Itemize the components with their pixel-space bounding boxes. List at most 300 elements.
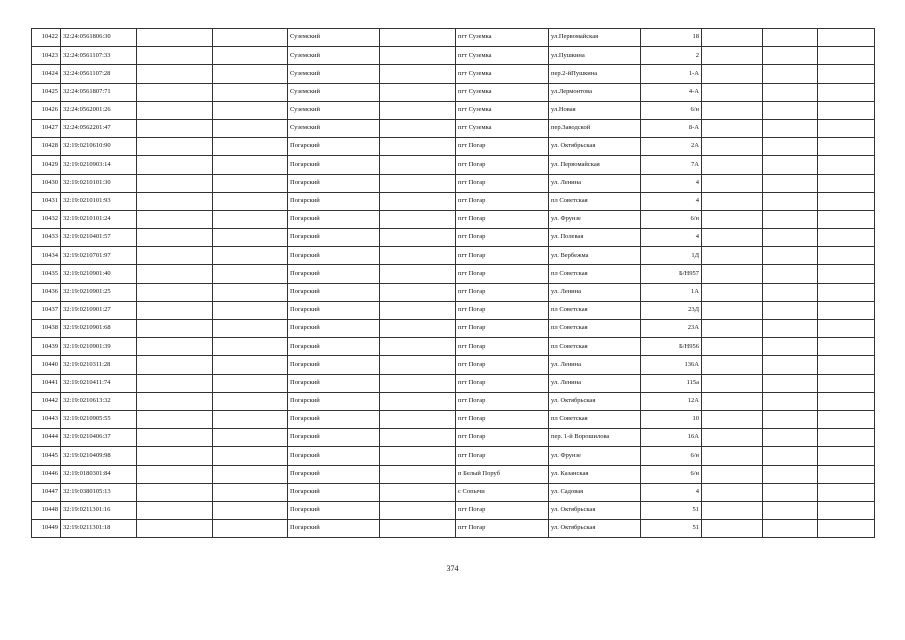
empty-cell (818, 174, 875, 192)
empty-cell (137, 156, 213, 174)
row-number-cell: 10434 (32, 247, 61, 265)
table-row (32, 265, 875, 283)
locality-cell: пгт Суземка (456, 47, 549, 65)
table-row (32, 47, 875, 65)
empty-cell (818, 429, 875, 447)
cadastral-number-cell: 32:19:0180301:84 (61, 465, 137, 483)
empty-cell (818, 29, 875, 47)
empty-cell (213, 320, 288, 338)
empty-cell (380, 210, 456, 228)
cadastral-number-cell: 32:19:0210101:93 (61, 192, 137, 210)
empty-cell (763, 338, 818, 356)
street-cell: ул. Ленина (549, 283, 641, 301)
table-row (32, 247, 875, 265)
cadastral-number-cell: 32:19:0210901:27 (61, 301, 137, 319)
house-number-cell: Б/Н957 (641, 265, 702, 283)
house-number-cell: 6/н (641, 447, 702, 465)
cadastral-number-cell: 32:19:0210101:30 (61, 174, 137, 192)
empty-cell (763, 138, 818, 156)
empty-cell (818, 447, 875, 465)
district-cell: Погарский (288, 210, 380, 228)
empty-cell (763, 174, 818, 192)
empty-cell (702, 119, 763, 137)
empty-cell (702, 374, 763, 392)
empty-cell (213, 410, 288, 428)
street-cell: ул. Октябрьская (549, 501, 641, 519)
empty-cell (702, 138, 763, 156)
empty-cell (137, 138, 213, 156)
table-row (32, 65, 875, 83)
registry-table-body (32, 29, 875, 538)
row-number-cell: 10448 (32, 501, 61, 519)
empty-cell (137, 192, 213, 210)
empty-cell (137, 429, 213, 447)
empty-cell (702, 229, 763, 247)
house-number-cell: 4 (641, 192, 702, 210)
empty-cell (213, 47, 288, 65)
empty-cell (763, 483, 818, 501)
table-row (32, 283, 875, 301)
street-cell: ул.Лермонтова (549, 83, 641, 101)
empty-cell (380, 29, 456, 47)
district-cell: Погарский (288, 392, 380, 410)
empty-cell (818, 192, 875, 210)
empty-cell (763, 520, 818, 538)
empty-cell (763, 29, 818, 47)
empty-cell (137, 47, 213, 65)
house-number-cell: 6/н (641, 210, 702, 228)
cadastral-number-cell: 32:19:0380105:13 (61, 483, 137, 501)
empty-cell (380, 447, 456, 465)
cadastral-number-cell: 32:19:0210613:32 (61, 392, 137, 410)
empty-cell (380, 192, 456, 210)
empty-cell (818, 301, 875, 319)
street-cell: пл Советская (549, 301, 641, 319)
district-cell: Погарский (288, 247, 380, 265)
empty-cell (137, 301, 213, 319)
row-number-cell: 10446 (32, 465, 61, 483)
cadastral-number-cell: 32:24:0561807:71 (61, 83, 137, 101)
house-number-cell: 4-А (641, 83, 702, 101)
street-cell: ул.Новая (549, 101, 641, 119)
street-cell: ул. Казанская (549, 465, 641, 483)
cadastral-number-cell: 32:19:0210901:68 (61, 320, 137, 338)
empty-cell (702, 429, 763, 447)
locality-cell: пгт Погар (456, 374, 549, 392)
empty-cell (702, 301, 763, 319)
street-cell: пер.2-йПушкина (549, 65, 641, 83)
empty-cell (380, 356, 456, 374)
row-number-cell: 10425 (32, 83, 61, 101)
house-number-cell: 51 (641, 501, 702, 519)
row-number-cell: 10436 (32, 283, 61, 301)
row-number-cell: 10427 (32, 119, 61, 137)
row-number-cell: 10432 (32, 210, 61, 228)
street-cell: ул. Октябрьская (549, 138, 641, 156)
empty-cell (763, 47, 818, 65)
row-number-cell: 10428 (32, 138, 61, 156)
empty-cell (763, 101, 818, 119)
district-cell: Погарский (288, 301, 380, 319)
district-cell: Погарский (288, 174, 380, 192)
locality-cell: пгт Погар (456, 138, 549, 156)
empty-cell (213, 65, 288, 83)
empty-cell (818, 338, 875, 356)
street-cell: пер.Заводской (549, 119, 641, 137)
table-row (32, 501, 875, 519)
row-number-cell: 10438 (32, 320, 61, 338)
empty-cell (137, 210, 213, 228)
empty-cell (137, 83, 213, 101)
empty-cell (137, 483, 213, 501)
empty-cell (213, 283, 288, 301)
empty-cell (702, 83, 763, 101)
district-cell: Погарский (288, 520, 380, 538)
empty-cell (818, 138, 875, 156)
locality-cell: пгт Погар (456, 265, 549, 283)
empty-cell (380, 174, 456, 192)
row-number-cell: 10426 (32, 101, 61, 119)
empty-cell (213, 483, 288, 501)
empty-cell (702, 465, 763, 483)
empty-cell (213, 174, 288, 192)
house-number-cell: 18 (641, 29, 702, 47)
locality-cell: пгт Погар (456, 210, 549, 228)
locality-cell: пгт Погар (456, 301, 549, 319)
empty-cell (818, 83, 875, 101)
empty-cell (137, 501, 213, 519)
empty-cell (702, 338, 763, 356)
table-row (32, 192, 875, 210)
empty-cell (213, 465, 288, 483)
district-cell: Погарский (288, 429, 380, 447)
empty-cell (818, 520, 875, 538)
cadastral-number-cell: 32:19:0210901:39 (61, 338, 137, 356)
empty-cell (213, 338, 288, 356)
empty-cell (137, 65, 213, 83)
table-row (32, 465, 875, 483)
house-number-cell: Б/Н956 (641, 338, 702, 356)
house-number-cell: 6/н (641, 101, 702, 119)
house-number-cell: 1-А (641, 65, 702, 83)
cadastral-number-cell: 32:19:0211301:18 (61, 520, 137, 538)
table-row (32, 429, 875, 447)
empty-cell (818, 210, 875, 228)
empty-cell (213, 301, 288, 319)
row-number-cell: 10445 (32, 447, 61, 465)
empty-cell (818, 392, 875, 410)
street-cell: ул. Октябрьская (549, 392, 641, 410)
empty-cell (818, 65, 875, 83)
table-row (32, 447, 875, 465)
empty-cell (763, 301, 818, 319)
house-number-cell: 23А (641, 320, 702, 338)
locality-cell: пгт Погар (456, 429, 549, 447)
empty-cell (818, 356, 875, 374)
empty-cell (702, 483, 763, 501)
empty-cell (213, 229, 288, 247)
empty-cell (702, 392, 763, 410)
empty-cell (380, 138, 456, 156)
table-row (32, 138, 875, 156)
street-cell: ул. Фрунзе (549, 210, 641, 228)
table-row (32, 374, 875, 392)
empty-cell (213, 447, 288, 465)
house-number-cell: 4 (641, 229, 702, 247)
empty-cell (702, 210, 763, 228)
cadastral-number-cell: 32:24:0562001:26 (61, 101, 137, 119)
row-number-cell: 10431 (32, 192, 61, 210)
cadastral-number-cell: 32:24:0561107:28 (61, 65, 137, 83)
empty-cell (702, 283, 763, 301)
locality-cell: пгт Погар (456, 156, 549, 174)
empty-cell (702, 174, 763, 192)
empty-cell (380, 410, 456, 428)
district-cell: Погарский (288, 156, 380, 174)
empty-cell (380, 101, 456, 119)
table-row (32, 83, 875, 101)
empty-cell (763, 265, 818, 283)
row-number-cell: 10430 (32, 174, 61, 192)
empty-cell (702, 192, 763, 210)
row-number-cell: 10437 (32, 301, 61, 319)
empty-cell (380, 501, 456, 519)
row-number-cell: 10433 (32, 229, 61, 247)
locality-cell: пгт Суземка (456, 101, 549, 119)
table-row (32, 410, 875, 428)
empty-cell (763, 501, 818, 519)
row-number-cell: 10429 (32, 156, 61, 174)
empty-cell (763, 410, 818, 428)
empty-cell (763, 119, 818, 137)
house-number-cell: 16А (641, 429, 702, 447)
district-cell: Погарский (288, 465, 380, 483)
empty-cell (818, 320, 875, 338)
empty-cell (380, 320, 456, 338)
empty-cell (137, 29, 213, 47)
empty-cell (763, 392, 818, 410)
empty-cell (213, 29, 288, 47)
empty-cell (702, 247, 763, 265)
district-cell: Погарский (288, 501, 380, 519)
empty-cell (763, 229, 818, 247)
empty-cell (380, 301, 456, 319)
house-number-cell: 2 (641, 47, 702, 65)
empty-cell (137, 392, 213, 410)
row-number-cell: 10447 (32, 483, 61, 501)
empty-cell (380, 83, 456, 101)
empty-cell (137, 410, 213, 428)
district-cell: Погарский (288, 138, 380, 156)
street-cell: ул. Ленина (549, 356, 641, 374)
empty-cell (213, 501, 288, 519)
empty-cell (137, 447, 213, 465)
empty-cell (702, 356, 763, 374)
district-cell: Погарский (288, 447, 380, 465)
district-cell: Погарский (288, 265, 380, 283)
empty-cell (137, 356, 213, 374)
district-cell: Погарский (288, 320, 380, 338)
house-number-cell: 1А (641, 283, 702, 301)
cadastral-number-cell: 32:19:0210701:97 (61, 247, 137, 265)
street-cell: ул. Садовая (549, 483, 641, 501)
table-row (32, 119, 875, 137)
empty-cell (213, 374, 288, 392)
empty-cell (380, 265, 456, 283)
row-number-cell: 10423 (32, 47, 61, 65)
empty-cell (818, 374, 875, 392)
district-cell: Суземский (288, 47, 380, 65)
cadastral-number-cell: 32:19:0210401:57 (61, 229, 137, 247)
locality-cell: пгт Суземка (456, 83, 549, 101)
empty-cell (380, 47, 456, 65)
empty-cell (137, 520, 213, 538)
house-number-cell: 51 (641, 520, 702, 538)
empty-cell (213, 138, 288, 156)
street-cell: ул. Ленина (549, 374, 641, 392)
cadastral-number-cell: 32:19:0210610:90 (61, 138, 137, 156)
cadastral-number-cell: 32:19:0210903:14 (61, 156, 137, 174)
empty-cell (213, 392, 288, 410)
district-cell: Погарский (288, 283, 380, 301)
empty-cell (380, 429, 456, 447)
empty-cell (818, 101, 875, 119)
empty-cell (380, 520, 456, 538)
empty-cell (763, 356, 818, 374)
house-number-cell: 7А (641, 156, 702, 174)
empty-cell (380, 156, 456, 174)
cadastral-number-cell: 32:19:0210101:24 (61, 210, 137, 228)
house-number-cell: 2А (641, 138, 702, 156)
house-number-cell: 4 (641, 483, 702, 501)
empty-cell (137, 119, 213, 137)
table-row (32, 392, 875, 410)
empty-cell (818, 247, 875, 265)
empty-cell (380, 65, 456, 83)
house-number-cell: 8-А (641, 119, 702, 137)
row-number-cell: 10422 (32, 29, 61, 47)
empty-cell (380, 392, 456, 410)
row-number-cell: 10441 (32, 374, 61, 392)
street-cell: пл Советская (549, 320, 641, 338)
empty-cell (818, 465, 875, 483)
row-number-cell: 10442 (32, 392, 61, 410)
empty-cell (137, 229, 213, 247)
empty-cell (137, 174, 213, 192)
street-cell: ул.Пушкина (549, 47, 641, 65)
empty-cell (213, 265, 288, 283)
table-row (32, 338, 875, 356)
house-number-cell: 12А (641, 392, 702, 410)
cadastral-number-cell: 32:24:0562201:47 (61, 119, 137, 137)
district-cell: Погарский (288, 338, 380, 356)
locality-cell: пгт Погар (456, 356, 549, 374)
street-cell: пл Советская (549, 410, 641, 428)
district-cell: Погарский (288, 229, 380, 247)
district-cell: Погарский (288, 374, 380, 392)
table-row (32, 520, 875, 538)
empty-cell (763, 247, 818, 265)
empty-cell (702, 47, 763, 65)
empty-cell (137, 101, 213, 119)
locality-cell: пгт Погар (456, 283, 549, 301)
empty-cell (702, 65, 763, 83)
row-number-cell: 10424 (32, 65, 61, 83)
cadastral-number-cell: 32:24:0561806:30 (61, 29, 137, 47)
cadastral-number-cell: 32:19:0210409:98 (61, 447, 137, 465)
empty-cell (137, 265, 213, 283)
house-number-cell: 115а (641, 374, 702, 392)
empty-cell (702, 447, 763, 465)
house-number-cell: 1Д (641, 247, 702, 265)
district-cell: Погарский (288, 356, 380, 374)
district-cell: Погарский (288, 483, 380, 501)
locality-cell: пгт Погар (456, 501, 549, 519)
table-row (32, 320, 875, 338)
street-cell: пл Советская (549, 265, 641, 283)
empty-cell (137, 247, 213, 265)
district-cell: Погарский (288, 410, 380, 428)
row-number-cell: 10444 (32, 429, 61, 447)
locality-cell: пгт Погар (456, 229, 549, 247)
empty-cell (702, 501, 763, 519)
empty-cell (818, 229, 875, 247)
empty-cell (763, 192, 818, 210)
street-cell: ул. Полевая (549, 229, 641, 247)
locality-cell: пгт Погар (456, 320, 549, 338)
row-number-cell: 10439 (32, 338, 61, 356)
empty-cell (380, 465, 456, 483)
street-cell: пер. 1-й Ворошилова (549, 429, 641, 447)
locality-cell: с Сопычи (456, 483, 549, 501)
street-cell: пл Советская (549, 192, 641, 210)
cadastral-number-cell: 32:19:0210411:74 (61, 374, 137, 392)
empty-cell (380, 229, 456, 247)
empty-cell (818, 283, 875, 301)
empty-cell (213, 192, 288, 210)
empty-cell (213, 247, 288, 265)
house-number-cell: 6/н (641, 465, 702, 483)
locality-cell: пгт Погар (456, 338, 549, 356)
empty-cell (763, 320, 818, 338)
empty-cell (818, 483, 875, 501)
row-number-cell: 10440 (32, 356, 61, 374)
empty-cell (702, 520, 763, 538)
empty-cell (702, 320, 763, 338)
empty-cell (213, 429, 288, 447)
locality-cell: пгт Суземка (456, 29, 549, 47)
empty-cell (213, 520, 288, 538)
empty-cell (380, 283, 456, 301)
table-row (32, 156, 875, 174)
locality-cell: пгт Погар (456, 520, 549, 538)
cadastral-number-cell: 32:19:0211301:16 (61, 501, 137, 519)
street-cell: ул.Первомайская (549, 29, 641, 47)
empty-cell (213, 210, 288, 228)
house-number-cell: 10 (641, 410, 702, 428)
empty-cell (137, 338, 213, 356)
district-cell: Суземский (288, 119, 380, 137)
cadastral-number-cell: 32:19:0210311:28 (61, 356, 137, 374)
locality-cell: пгт Суземка (456, 119, 549, 137)
row-number-cell: 10449 (32, 520, 61, 538)
empty-cell (702, 29, 763, 47)
empty-cell (702, 410, 763, 428)
locality-cell: пгт Погар (456, 192, 549, 210)
locality-cell: п Белый Поруб (456, 465, 549, 483)
house-number-cell: 23Д (641, 301, 702, 319)
empty-cell (213, 356, 288, 374)
